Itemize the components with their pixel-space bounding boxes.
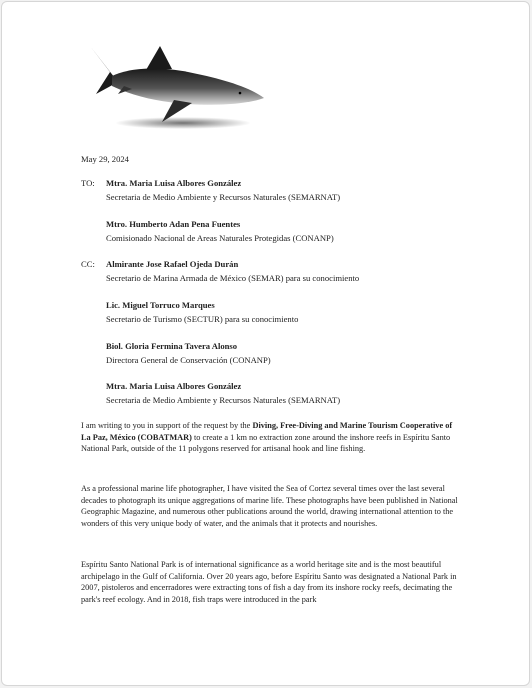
cc-label: CC: bbox=[81, 259, 95, 269]
recipient-name: Mtra. Maria Luisa Albores González bbox=[106, 178, 242, 188]
recipient-title: Secretaria de Medio Ambiente y Recursos Naturales (SEMARNAT) bbox=[106, 394, 341, 405]
recipient-name: Lic. Miguel Torruco Marques bbox=[106, 300, 215, 310]
paragraph-2: As a professional marine life photographer, I have visited the Sea of Cortez several times over the last several decades to photograph its unique aggregations of marine life. These photographs have been published in National Geographic Magazine, and numerous other publications around the world, drawing international attention to the wonders of this very unique body of water, and the animals that it protects and nourishes. bbox=[81, 484, 458, 529]
p1-organization: Diving, Free-Diving and Marine Tourism Cooperative of La Paz, México (COBATMAR) bbox=[81, 421, 453, 442]
recipient-name: Biol. Gloria Fermina Tavera Alonso bbox=[106, 341, 238, 351]
letter-date: May 29, 2024 bbox=[81, 154, 129, 164]
recipient-name: Mtra. Maria Luisa Albores González bbox=[106, 381, 242, 391]
recipient-name: Mtro. Humberto Adan Pena Fuentes bbox=[106, 219, 241, 229]
recipient-title: Directora General de Conservación (CONANP) bbox=[106, 354, 271, 365]
recipient-title: Secretaria de Medio Ambiente y Recursos Naturales (SEMARNAT) bbox=[106, 191, 341, 202]
shark-logo bbox=[88, 42, 268, 134]
recipient-name: Almirante Jose Rafael Ojeda Durán bbox=[106, 259, 239, 269]
recipient-title: Comisionado Nacional de Areas Naturales Protegidas (CONANP) bbox=[106, 232, 334, 243]
recipient-title: Secretario de Turismo (SECTUR) para su conocimiento bbox=[106, 313, 299, 324]
paragraph-3: Espíritu Santo National Park is of international significance as a world heritage site and is the most beautiful archipelago in the Gulf of California. Over 20 years ago, before Espíritu Santo was designated a National Park in 2007, pistoleros and encerradores were extracting tons of fish a day from its inshore rocky reefs, decimating the park's reef ecology. And in 2018, fish traps were introduced in the park bbox=[81, 560, 457, 605]
p1-intro: I am writing to you in support of the request by the bbox=[81, 421, 253, 430]
paragraph-1 bbox=[81, 420, 461, 455]
letter-page bbox=[1, 1, 530, 686]
to-label: TO: bbox=[81, 178, 95, 188]
p1-rest: to create a 1 km no extraction zone around the inshore reefs in Espíritu Santo National Park, outside of the 11 polygons reserved for artisanal hook and line fishing. bbox=[81, 432, 451, 454]
recipient-title: Secretario de Marina Armada de México (SEMAR) para su conocimiento bbox=[106, 272, 360, 283]
